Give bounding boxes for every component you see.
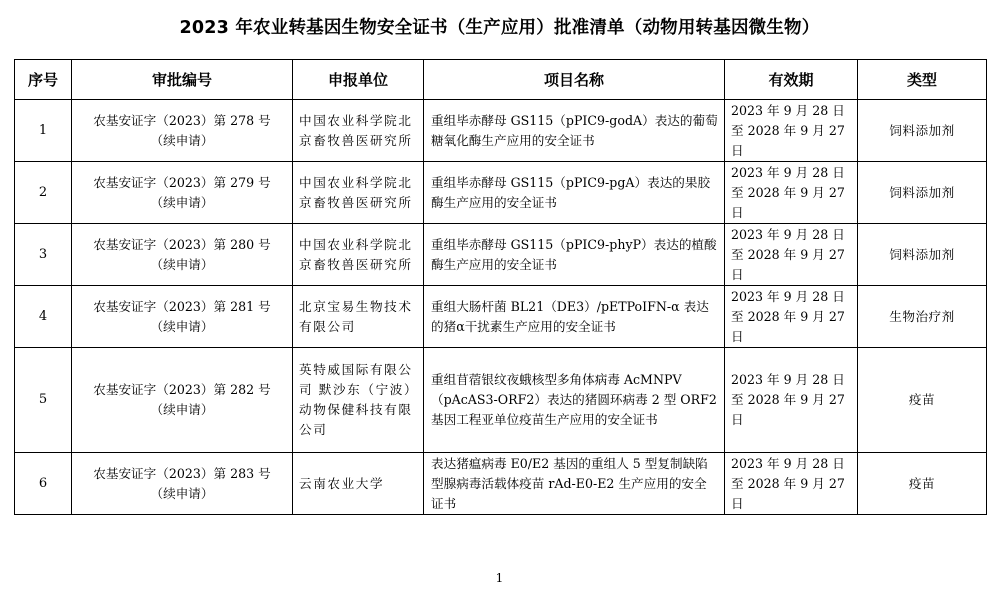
row-type: 饲料添加剂 — [858, 100, 987, 162]
row-seq: 3 — [15, 224, 72, 286]
row-approval-no: 农基安证字（2023）第 282 号 — [93, 382, 271, 397]
row-approval-no: 农基安证字（2023）第 279 号 — [93, 174, 271, 190]
row-renew-note: （续申请） — [150, 402, 214, 417]
row-renew-note: （续申请） — [150, 485, 214, 501]
header-type: 类型 — [858, 60, 987, 100]
row-approval-cell — [72, 162, 293, 224]
header-seq: 序号 — [15, 60, 72, 100]
row-renew-note: （续申请） — [150, 318, 214, 334]
row-validity: 2023 年 9 月 28 日至 2028 年 9 月 27 日 — [725, 162, 858, 224]
header-applicant: 申报单位 — [293, 60, 424, 100]
page-number: 1 — [495, 571, 504, 585]
row-validity: 2023 年 9 月 28 日至 2028 年 9 月 27 日 — [725, 286, 858, 348]
row-type: 疫苗 — [858, 453, 987, 515]
row-applicant: 中国农业科学院北京畜牧兽医研究所 — [293, 100, 424, 162]
row-renew-note: （续申请） — [150, 256, 214, 272]
table-header-row — [15, 60, 987, 100]
row-applicant: 中国农业科学院北京畜牧兽医研究所 — [293, 162, 424, 224]
row-approval-cell — [72, 453, 293, 515]
row-validity: 2023 年 9 月 28 日至 2028 年 9 月 27 日 — [725, 224, 858, 286]
page-title: 2023 年农业转基因生物安全证书（生产应用）批准清单（动物用转基因微生物） — [179, 18, 820, 38]
table-row — [15, 162, 987, 224]
row-project: 表达猪瘟病毒 E0/E2 基因的重组人 5 型复制缺陷型腺病毒活载体疫苗 rAd-E0-E2 生产应用的安全证书 — [424, 453, 725, 515]
row-project: 重组苜蓿银纹夜蛾核型多角体病毒 AcMNPV（pAcAS3-ORF2）表达的猪圆环病毒 2 型 ORF2 基因工程亚单位疫苗生产应用的安全证书 — [424, 348, 725, 453]
approval-table — [14, 59, 987, 515]
row-project: 重组大肠杆菌 BL21（DE3）/pETPoIFN-α 表达的猪α干扰素生产应用的安全证书 — [424, 286, 725, 348]
row-approval-no: 农基安证字（2023）第 280 号 — [93, 236, 271, 252]
row-project: 重组毕赤酵母 GS115（pPIC9-phyP）表达的植酸酶生产应用的安全证书 — [424, 224, 725, 286]
row-seq: 2 — [15, 162, 72, 224]
table-row — [15, 453, 987, 515]
row-type: 饲料添加剂 — [858, 162, 987, 224]
row-type: 疫苗 — [858, 348, 987, 453]
row-type: 饲料添加剂 — [858, 224, 987, 286]
row-seq: 5 — [15, 348, 72, 453]
row-type: 生物治疗剂 — [858, 286, 987, 348]
row-applicant: 英特威国际有限公司 默沙东（宁波）动物保健科技有限公司 — [293, 348, 424, 453]
row-applicant: 中国农业科学院北京畜牧兽医研究所 — [293, 224, 424, 286]
row-seq: 1 — [15, 100, 72, 162]
row-approval-cell — [72, 348, 293, 453]
row-applicant: 北京宝易生物技术有限公司 — [293, 286, 424, 348]
row-seq: 6 — [15, 453, 72, 515]
row-approval-no: 农基安证字（2023）第 281 号 — [93, 298, 271, 314]
table-row — [15, 348, 987, 453]
row-seq: 4 — [15, 286, 72, 348]
header-project: 项目名称 — [424, 60, 725, 100]
row-renew-note: （续申请） — [150, 194, 214, 210]
row-approval-cell — [72, 286, 293, 348]
table-row — [15, 100, 987, 162]
row-project: 重组毕赤酵母 GS115（pPIC9-godA）表达的葡萄糖氧化酶生产应用的安全证书 — [424, 100, 725, 162]
header-validity: 有效期 — [725, 60, 858, 100]
row-approval-cell — [72, 100, 293, 162]
row-renew-note: （续申请） — [150, 132, 214, 148]
table-row — [15, 224, 987, 286]
row-approval-cell — [72, 224, 293, 286]
row-validity: 2023 年 9 月 28 日至 2028 年 9 月 27 日 — [725, 453, 858, 515]
table-row — [15, 286, 987, 348]
row-validity: 2023 年 9 月 28 日至 2028 年 9 月 27 日 — [725, 100, 858, 162]
row-approval-no: 农基安证字（2023）第 278 号 — [93, 112, 271, 128]
row-project: 重组毕赤酵母 GS115（pPIC9-pgA）表达的果胶酶生产应用的安全证书 — [424, 162, 725, 224]
row-applicant: 云南农业大学 — [293, 453, 424, 515]
header-approval-no: 审批编号 — [72, 60, 293, 100]
row-validity: 2023 年 9 月 28 日至 2028 年 9 月 27 日 — [725, 348, 858, 453]
row-approval-no: 农基安证字（2023）第 283 号 — [93, 465, 271, 481]
